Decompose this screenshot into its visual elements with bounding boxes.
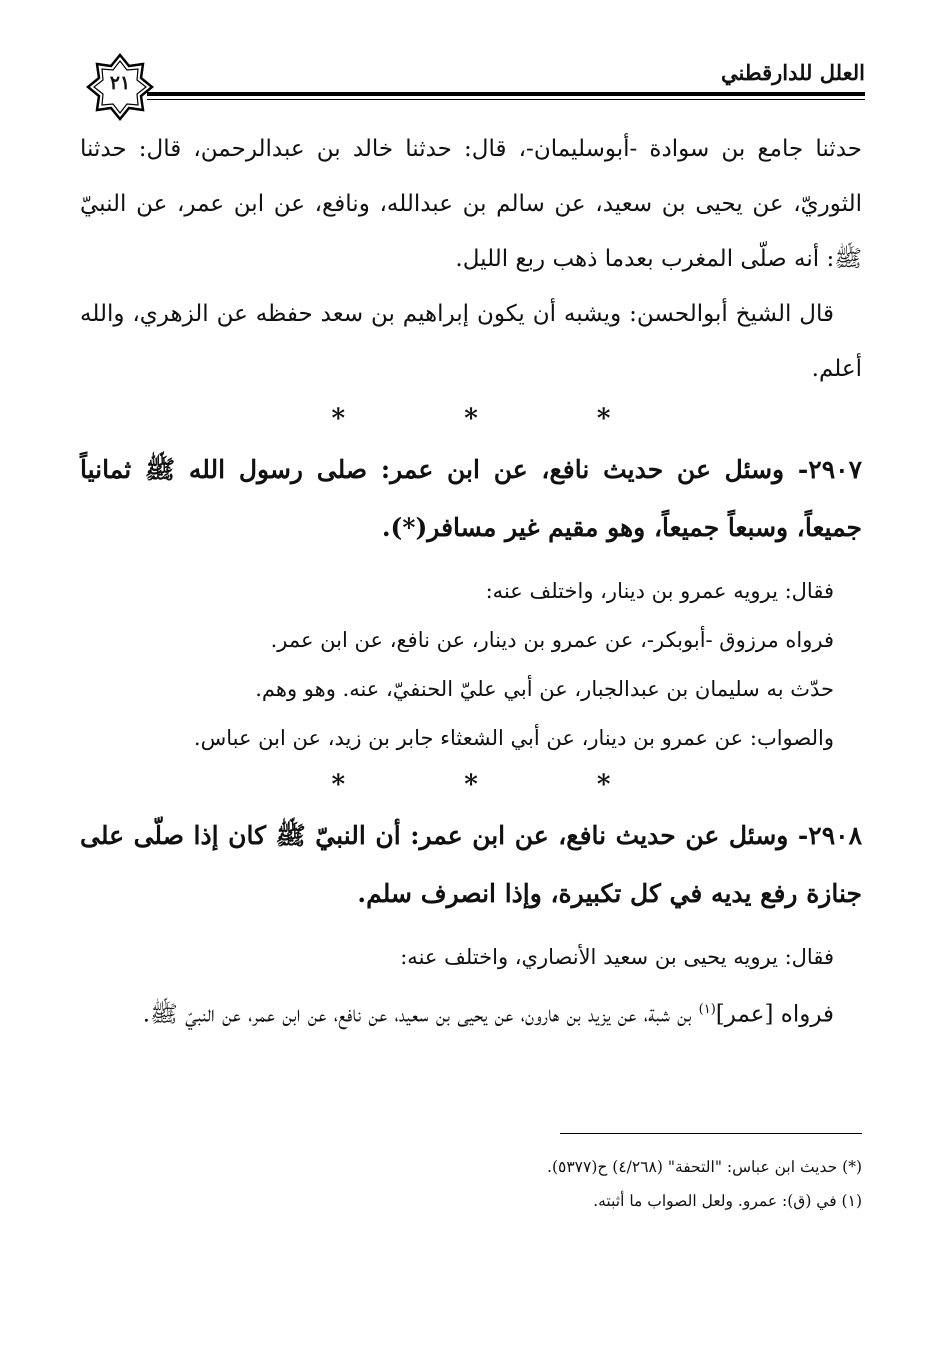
footnotes	[80, 1150, 862, 1218]
header-rule	[147, 92, 865, 96]
entry-2908-line-2-start: فرواه [عمر]	[715, 1001, 834, 1028]
footnote-divider	[560, 1133, 862, 1134]
paragraph-2: قال الشيخ أبوالحسن: ويشبه أن يكون إبراهيم بن سعد حفظه عن الزهري، والله أعلم.	[80, 301, 862, 382]
page-number: ٢١	[109, 72, 131, 94]
main-text	[80, 122, 862, 1043]
section-separator: * * *	[331, 404, 666, 434]
entry-2907-line-1: فقال: يرويه عمرو بن دينار، واختلف عنه:	[485, 579, 834, 603]
entry-2907-line-3: حدّث به سليمان بن عبدالجبار، عن أبي عليّ الحنفيّ، عنه. وهو وهم.	[255, 677, 834, 701]
entry-2908-line-1: فقال: يرويه يحيى بن سعيد الأنصاري، واختلف عنه:	[400, 945, 834, 969]
footnote-ref-1[interactable]: (١)	[698, 1002, 716, 1017]
section-separator: * * *	[331, 770, 666, 800]
entry-2907-line-4: والصواب: عن عمرو بن دينار، عن أبي الشعثاء جابر بن زيد، عن ابن عباس.	[193, 726, 834, 750]
entry-2907-line-2: فرواه مرزوق -أبوبكر-، عن عمرو بن دينار، عن نافع، عن ابن عمر.	[270, 628, 834, 652]
entry-2908-heading: ٢٩٠٨- وسئل عن حديث نافع، عن ابن عمر: أن النبيّ ﷺ كان إذا صلّى على جنازة رفع يديه في كل تكبيرة، وإذا انصرف سلم.	[80, 821, 862, 908]
entry-2908-line-2	[80, 982, 862, 1043]
paragraph-1: حدثنا جامع بن سوادة -أبوسليمان-، قال: حدثنا خالد بن عبدالرحمن، قال: حدثنا الثوريّ، عن يحيى بن سعيد، عن سالم بن عبدالله، ونافع، عن ابن عمر، عن النبيّ ﷺ: أنه صلّى المغرب بعدما ذهب ربع الليل.	[80, 136, 862, 272]
page-header	[85, 52, 865, 122]
entry-2908-line-2-rest: بن شبة، عن يزيد بن هارون، عن يحيى بن سعيد، عن نافع، عن ابن عمر، عن النبيّ ﷺ.	[142, 1001, 699, 1028]
entry-2907-heading: ٢٩٠٧- وسئل عن حديث نافع، عن ابن عمر: صلى رسول الله ﷺ ثمانياً جميعاً، وسبعاً جميعاً، وهو مقيم غير مسافر(*).	[80, 455, 862, 542]
footnote-1: (١) في (ق): عمرو. ولعل الصواب ما أثبته.	[593, 1192, 862, 1210]
footnote-star: (*) حديث ابن عباس: "التحفة" (٤/٢٦٨) ح(٥٣٧٧).	[547, 1158, 862, 1176]
book-title: العلل للدارقطني	[721, 60, 865, 85]
header-rule-thin	[147, 99, 865, 100]
